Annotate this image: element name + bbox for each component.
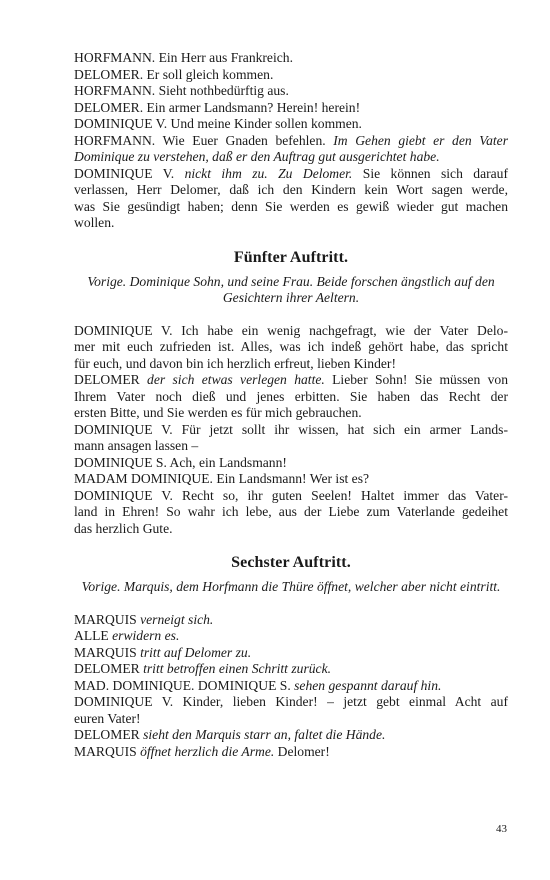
dialogue-block-1	[74, 50, 508, 232]
text-line	[74, 678, 508, 695]
dialogue-text: wollen.	[74, 215, 115, 230]
dialogue-text: MAD. DOMINIQUE. DOMINIQUE S.	[74, 677, 295, 693]
text-line	[74, 422, 508, 439]
dialogue-text: DOMINIQUE V.	[74, 165, 185, 181]
dialogue-text: DELOMER	[74, 661, 144, 676]
dialogue-text: verlassen, Herr Delomer, daß ich den Kindern kein Wort sagen werde,	[74, 182, 508, 197]
dialogue-text: MARQUIS	[74, 743, 141, 759]
dialogue-text: DELOMER. Ein armer Landsmann? Herein! herein!	[74, 99, 361, 115]
dialogue-text: ALLE	[74, 628, 113, 643]
text-line	[74, 711, 508, 728]
dialogue-text: HORFMANN. Sieht nothbedürftig aus.	[74, 83, 289, 98]
stage-direction-text: verneigt sich.	[140, 611, 214, 627]
stage-direction-text: öffnet herzlich die Arme.	[140, 743, 275, 759]
dialogue-text: DOMINIQUE V. Ich habe ein wenig nachgefragt, wie der Vater Delo-	[74, 322, 508, 338]
text-line	[74, 521, 508, 538]
text-line	[74, 405, 508, 422]
text-line	[74, 455, 508, 472]
dialogue-text: was Sie gesündigt haben; denn Sie werden es gewiß wieder gut machen	[74, 198, 508, 214]
dialogue-text: DOMINIQUE V. Kinder, lieben Kinder! – jetzt gebt einmal Acht auf	[74, 694, 508, 709]
dialogue-text: MARQUIS	[74, 644, 141, 660]
dialogue-text: das herzlich Gute.	[74, 520, 173, 536]
stage-direction-text: der sich etwas verlegen hatte.	[147, 372, 325, 387]
text-line	[74, 727, 508, 744]
dialogue-text: DOMINIQUE V. Und meine Kinder sollen kommen.	[74, 116, 362, 131]
stage-direction-5: Vorige. Dominique Sohn, und seine Frau. Beide forschen ängstlich auf den Gesichtern ihrer Aeltern.	[87, 273, 495, 305]
text-line	[74, 149, 508, 166]
dialogue-text: mann ansagen lassen –	[74, 438, 199, 453]
text-line	[74, 744, 508, 761]
page-number: 43	[496, 823, 507, 835]
dialogue-text: Delomer!	[274, 743, 330, 759]
text-line	[74, 372, 508, 389]
text-line	[74, 488, 508, 505]
scene-heading-6: Sechster Auftritt.	[231, 554, 351, 571]
dialogue-text: land in Ehren! So wahr ich lebe, aus der Liebe zum Vaterlande gedeihet	[74, 504, 508, 519]
dialogue-block-6	[74, 612, 508, 761]
text-line	[74, 199, 508, 216]
dialogue-text: DOMINIQUE V. Recht so, ihr guten Seelen! Haltet immer das Vater-	[74, 487, 508, 503]
text-line	[74, 389, 508, 406]
stage-direction-text: Im Gehen giebt er den Vater	[333, 132, 508, 148]
stage-direction-text: sehen gespannt darauf hin.	[294, 677, 442, 693]
page-body	[74, 50, 508, 760]
dialogue-text: MARQUIS	[74, 611, 141, 627]
stage-direction-text: Dominique zu verstehen, daß er den Auftrag gut ausgerichtet habe.	[74, 149, 440, 164]
text-line	[74, 133, 508, 150]
scene-heading-5: Fünfter Auftritt.	[233, 248, 349, 266]
text-line	[74, 339, 508, 356]
text-line	[74, 612, 508, 629]
dialogue-text: HORFMANN. Wie Euer Gnaden befehlen.	[74, 132, 334, 148]
text-line	[74, 323, 508, 340]
text-line	[74, 645, 508, 662]
text-line	[74, 694, 508, 711]
text-line	[74, 100, 508, 117]
dialogue-text: für euch, und davon bin ich herzlich erfreut, lieben Kinder!	[74, 355, 396, 371]
dialogue-block-5	[74, 323, 508, 538]
text-line	[74, 166, 508, 183]
text-line	[74, 504, 508, 521]
stage-direction-text: nickt ihm zu. Zu Delomer.	[184, 165, 353, 181]
dialogue-text: HORFMANN. Ein Herr aus Frankreich.	[74, 50, 293, 65]
dialogue-text: DELOMER	[74, 727, 144, 742]
stage-direction-6: Vorige. Marquis, dem Horfmann die Thüre öffnet, welcher aber nicht eintritt.	[81, 579, 501, 594]
dialogue-text: Sie können sich darauf	[352, 165, 508, 181]
dialogue-text: Lieber Sohn! Sie müssen von	[324, 372, 508, 387]
text-line	[74, 471, 508, 488]
dialogue-text: ersten Bitte, und Sie werden es für mich gebrauchen.	[74, 405, 362, 420]
dialogue-text: Ihrem Vater noch dieß und jenes erbitten. Sie haben das Recht der	[74, 388, 508, 404]
text-line	[74, 215, 508, 232]
text-line	[74, 50, 508, 67]
dialogue-text: mer mit euch zufrieden ist. Alles, was ich indeß gehört habe, das spricht	[74, 339, 508, 354]
stage-direction-text: tritt auf Delomer zu.	[140, 644, 252, 660]
stage-direction-text: tritt betroffen einen Schritt zurück.	[143, 661, 331, 676]
text-line	[74, 661, 508, 678]
text-line	[74, 116, 508, 133]
dialogue-text: DOMINIQUE V. Für jetzt sollt ihr wissen, hat sich ein armer Lands-	[74, 421, 508, 437]
dialogue-text: DELOMER	[74, 372, 148, 387]
dialogue-text: DELOMER. Er soll gleich kommen.	[74, 66, 274, 82]
text-line	[74, 438, 508, 455]
dialogue-text: DOMINIQUE S. Ach, ein Landsmann!	[74, 454, 287, 470]
text-line	[74, 83, 508, 100]
text-line	[74, 628, 508, 645]
text-line	[74, 67, 508, 84]
text-line	[74, 356, 508, 373]
stage-direction-text: erwidern es.	[112, 628, 180, 643]
dialogue-text: euren Vater!	[74, 710, 141, 726]
text-line	[74, 182, 508, 199]
stage-direction-text: sieht den Marquis starr an, faltet die Hände.	[143, 727, 386, 742]
dialogue-text: MADAM DOMINIQUE. Ein Landsmann! Wer ist es?	[74, 471, 370, 486]
